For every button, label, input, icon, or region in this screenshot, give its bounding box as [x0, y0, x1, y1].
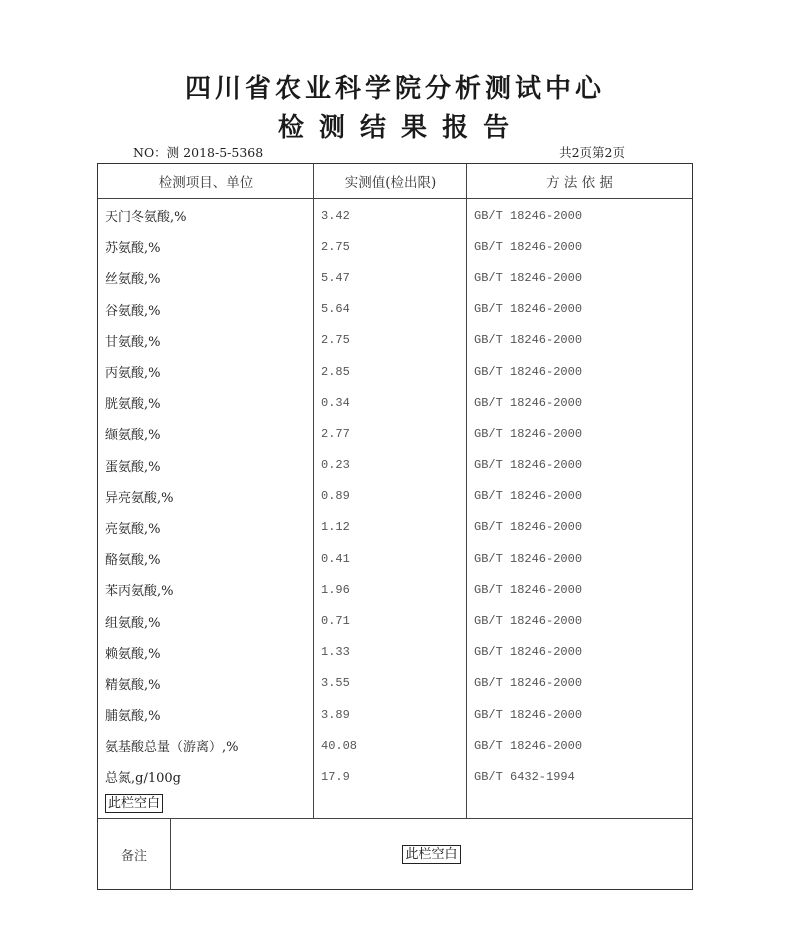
table-row: [98, 730, 692, 761]
row-item: 异亮氨酸,%: [105, 490, 174, 506]
row-item: 苯丙氨酸,%: [105, 584, 174, 600]
row-value: 0.89: [321, 489, 350, 504]
row-item: 赖氨酸,%: [105, 646, 161, 662]
remarks-blank-stamp: 此栏空白: [402, 845, 460, 864]
institution-title: 四川省农业科学院分析测试中心: [184, 74, 605, 104]
table-row: [98, 356, 692, 387]
row-method: GB/T 18246-2000: [474, 707, 583, 722]
blank-note-stamp: 此栏空白: [105, 794, 163, 813]
row-method: GB/T 18246-2000: [474, 520, 583, 535]
row-method: GB/T 18246-2000: [474, 364, 583, 379]
row-value: 2.77: [321, 426, 350, 441]
row-item: 苏氨酸,%: [105, 241, 161, 257]
table-row: [98, 481, 692, 512]
row-item: 天门冬氨酸,%: [105, 210, 187, 226]
row-item: 丝氨酸,%: [105, 272, 161, 288]
row-method: GB/T 18246-2000: [474, 239, 583, 254]
row-method: GB/T 18246-2000: [474, 333, 583, 348]
row-method: GB/T 18246-2000: [474, 489, 583, 504]
row-item: 组氨酸,%: [105, 615, 161, 631]
row-method: GB/T 18246-2000: [474, 645, 583, 660]
row-value: 40.08: [321, 738, 358, 753]
row-method: GB/T 18246-2000: [474, 270, 583, 285]
row-item: 甘氨酸,%: [105, 334, 161, 350]
row-value: 0.34: [321, 395, 350, 410]
remarks-body: [171, 819, 692, 890]
page-count: 共2页第2页: [559, 145, 625, 160]
table-row: [98, 450, 692, 481]
row-value: 3.42: [321, 208, 350, 223]
row-method: GB/T 18246-2000: [474, 551, 583, 566]
table-row: [98, 512, 692, 543]
row-value: 1.33: [321, 645, 350, 660]
report-number: NO：测 2018-5-5368: [133, 145, 264, 160]
table-row: [98, 699, 692, 730]
table-row: [98, 262, 692, 293]
row-value: 1.96: [321, 582, 350, 597]
results-table: [97, 163, 693, 890]
row-method: GB/T 18246-2000: [474, 738, 583, 753]
row-item: 丙氨酸,%: [105, 366, 161, 382]
report-title: 检 测 结 果 报 告: [277, 113, 513, 143]
table-row: [98, 231, 692, 262]
column-header-value: 实测值(检出限): [344, 175, 437, 191]
row-method: GB/T 18246-2000: [474, 676, 583, 691]
table-row: [98, 668, 692, 699]
table-row: [98, 325, 692, 356]
table-row: [98, 637, 692, 668]
table-row: [98, 574, 692, 605]
row-item: 亮氨酸,%: [105, 521, 161, 537]
row-method: GB/T 6432-1994: [474, 769, 575, 784]
row-value: 3.55: [321, 676, 350, 691]
row-value: 5.47: [321, 270, 350, 285]
column-header-item: 检测项目、单位: [158, 175, 254, 191]
table-row: [98, 543, 692, 574]
column-header-method: 方 法 依 据: [546, 175, 613, 191]
table-header: [98, 164, 692, 199]
table-body: [98, 200, 692, 793]
row-method: GB/T 18246-2000: [474, 614, 583, 629]
row-item: 精氨酸,%: [105, 677, 161, 693]
row-value: 0.71: [321, 614, 350, 629]
row-method: GB/T 18246-2000: [474, 208, 583, 223]
row-value: 1.12: [321, 520, 350, 535]
row-method: GB/T 18246-2000: [474, 395, 583, 410]
row-value: 2.75: [321, 333, 350, 348]
row-item: 总氮,g/100g: [105, 771, 181, 787]
table-row: [98, 761, 692, 792]
row-method: GB/T 18246-2000: [474, 582, 583, 597]
row-item: 脯氨酸,%: [105, 709, 161, 725]
row-item: 蛋氨酸,%: [105, 459, 161, 475]
row-item: 缬氨酸,%: [105, 428, 161, 444]
row-item: 谷氨酸,%: [105, 303, 161, 319]
row-method: GB/T 18246-2000: [474, 458, 583, 473]
row-method: GB/T 18246-2000: [474, 426, 583, 441]
row-value: 2.85: [321, 364, 350, 379]
table-row: [98, 418, 692, 449]
table-row: [98, 200, 692, 231]
row-item: 氨基酸总量（游离）,%: [105, 740, 239, 756]
remarks-row: [98, 818, 692, 890]
row-item: 酪氨酸,%: [105, 553, 161, 569]
table-row: [98, 294, 692, 325]
row-item: 胱氨酸,%: [105, 397, 161, 413]
remarks-label: 备注: [98, 819, 171, 890]
row-value: 0.23: [321, 458, 350, 473]
table-row: [98, 605, 692, 636]
row-value: 2.75: [321, 239, 350, 254]
table-row: [98, 387, 692, 418]
row-method: GB/T 18246-2000: [474, 302, 583, 317]
row-value: 0.41: [321, 551, 350, 566]
row-value: 3.89: [321, 707, 350, 722]
row-value: 17.9: [321, 769, 350, 784]
row-value: 5.64: [321, 302, 350, 317]
